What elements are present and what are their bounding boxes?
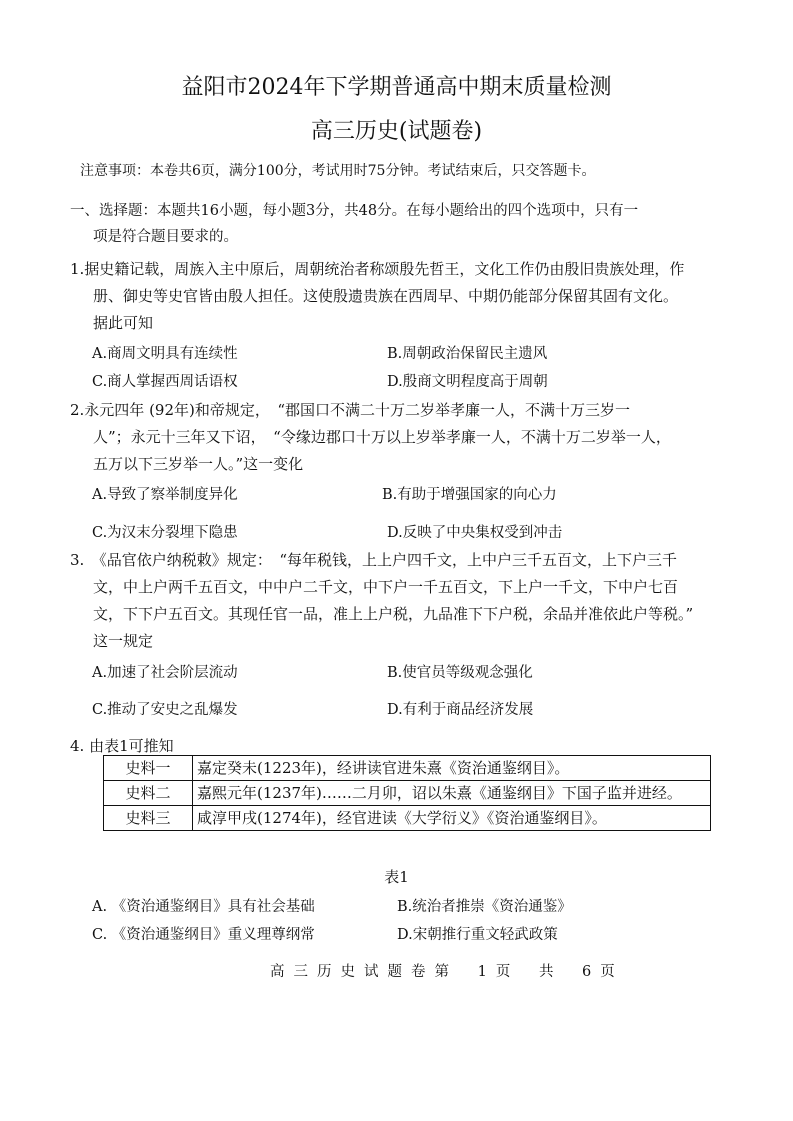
table-row (104, 781, 711, 806)
table-row (104, 756, 711, 781)
q3-line-3: 文，下下户五百文。其现任官一品，准上上户税，九品准下下户税，余品并准依此户等税。” (93, 605, 694, 623)
section-heading (70, 198, 730, 250)
exam-subtitle: 高三历史(试题卷) (310, 119, 483, 144)
q3-option-a: A.加速了社会阶层流动 (92, 665, 238, 681)
q1-line-1: 1.据史籍记载，周族入主中原后，周朝统治者称颂殷先哲王，文化工作仍由殷旧贵族处理，作 (70, 260, 685, 278)
source-table (103, 755, 711, 831)
q2-option-a: A.导致了察举制度异化 (92, 487, 238, 503)
table-row (104, 806, 711, 831)
q1-option-c: C.商人掌握西周话语权 (92, 374, 238, 390)
table-cell-text: 嘉熙元年(1237年)……二月卯，诏以朱熹《通鉴纲目》下国子监并进经。 (193, 781, 711, 806)
question-3 (70, 547, 738, 655)
table-caption: 表1 (384, 868, 409, 886)
page-footer: 高三历史试题卷第 1页 共 6页 (270, 964, 624, 980)
q2-option-d: D.反映了中央集权受到冲击 (387, 525, 563, 541)
q1-option-d: D.殷商文明程度高于周朝 (387, 374, 548, 390)
q1-option-a: A.商周文明具有连续性 (92, 346, 238, 362)
q3-line-1: 3. 《品官依户纳税敕》规定： “每年税钱，上上户四千文，上中户三千五百文，上下户三千 (70, 551, 677, 569)
q4-option-d: D.宋朝推行重文轻武政策 (397, 927, 558, 943)
q1-line-2: 册、御史等史官皆由殷人担任。这使殷遗贵族在西周早、中期仍能部分保留其固有文化。 (93, 287, 679, 305)
table-cell-text: 咸淳甲戌(1274年)，经官进读《大学衍义》《资治通鉴纲目》。 (193, 806, 711, 831)
q2-option-b: B.有助于增强国家的向心力 (382, 487, 557, 503)
section-line-1: 一、选择题：本题共16小题，每小题3分，共48分。在每小题给出的四个选项中，只有一 (70, 203, 639, 219)
q1-line-3: 据此可知 (93, 314, 154, 332)
table-cell-label: 史料二 (104, 781, 193, 806)
q2-option-c: C.为汉末分裂埋下隐患 (92, 525, 238, 541)
q4-option-b: B.统治者推崇《资治通鉴》 (397, 899, 572, 915)
q2-line-3: 五万以下三岁举一人。”这一变化 (93, 455, 304, 473)
question-2 (70, 397, 738, 478)
q3-option-d: D.有利于商品经济发展 (387, 702, 534, 718)
q3-option-b: B.使官员等级观念强化 (387, 665, 533, 681)
q2-line-1: 2.永元四年 (92年)和帝规定， “郡国口不满二十万二岁举孝廉一人，不满十万三岁一 (70, 401, 631, 419)
table-cell-label: 史料一 (104, 756, 193, 781)
q4-stem: 4. 由表1可推知 (70, 737, 174, 755)
q3-line-2: 文，中上户两千五百文，中中户二千文，中下户一千五百文，下上户一千文，下中户七百 (93, 578, 679, 596)
q4-option-a: A. 《资治通鉴纲目》具有社会基础 (92, 899, 315, 915)
section-line-2: 项是符合题目要求的。 (93, 229, 238, 245)
table-cell-text: 嘉定癸未(1223年)，经讲读官进朱熹《资治通鉴纲目》。 (193, 756, 711, 781)
q3-line-4: 这一规定 (93, 632, 154, 650)
exam-title: 益阳市2024年下学期普通高中期末质量检测 (181, 75, 612, 100)
exam-notice: 注意事项：本卷共6页，满分100分，考试用时75分钟。考试结束后，只交答题卡。 (80, 163, 596, 179)
table-cell-label: 史料三 (104, 806, 193, 831)
q4-option-c: C. 《资治通鉴纲目》重义理尊纲常 (92, 927, 315, 943)
q3-option-c: C.推动了安史之乱爆发 (92, 702, 238, 718)
q2-line-2: 人”；永元十三年又下诏， “令缘边郡口十万以上岁举孝廉一人，不满十万二岁举一人， (93, 428, 671, 446)
q1-option-b: B.周朝政治保留民主遗风 (387, 346, 548, 362)
question-1 (70, 256, 738, 337)
